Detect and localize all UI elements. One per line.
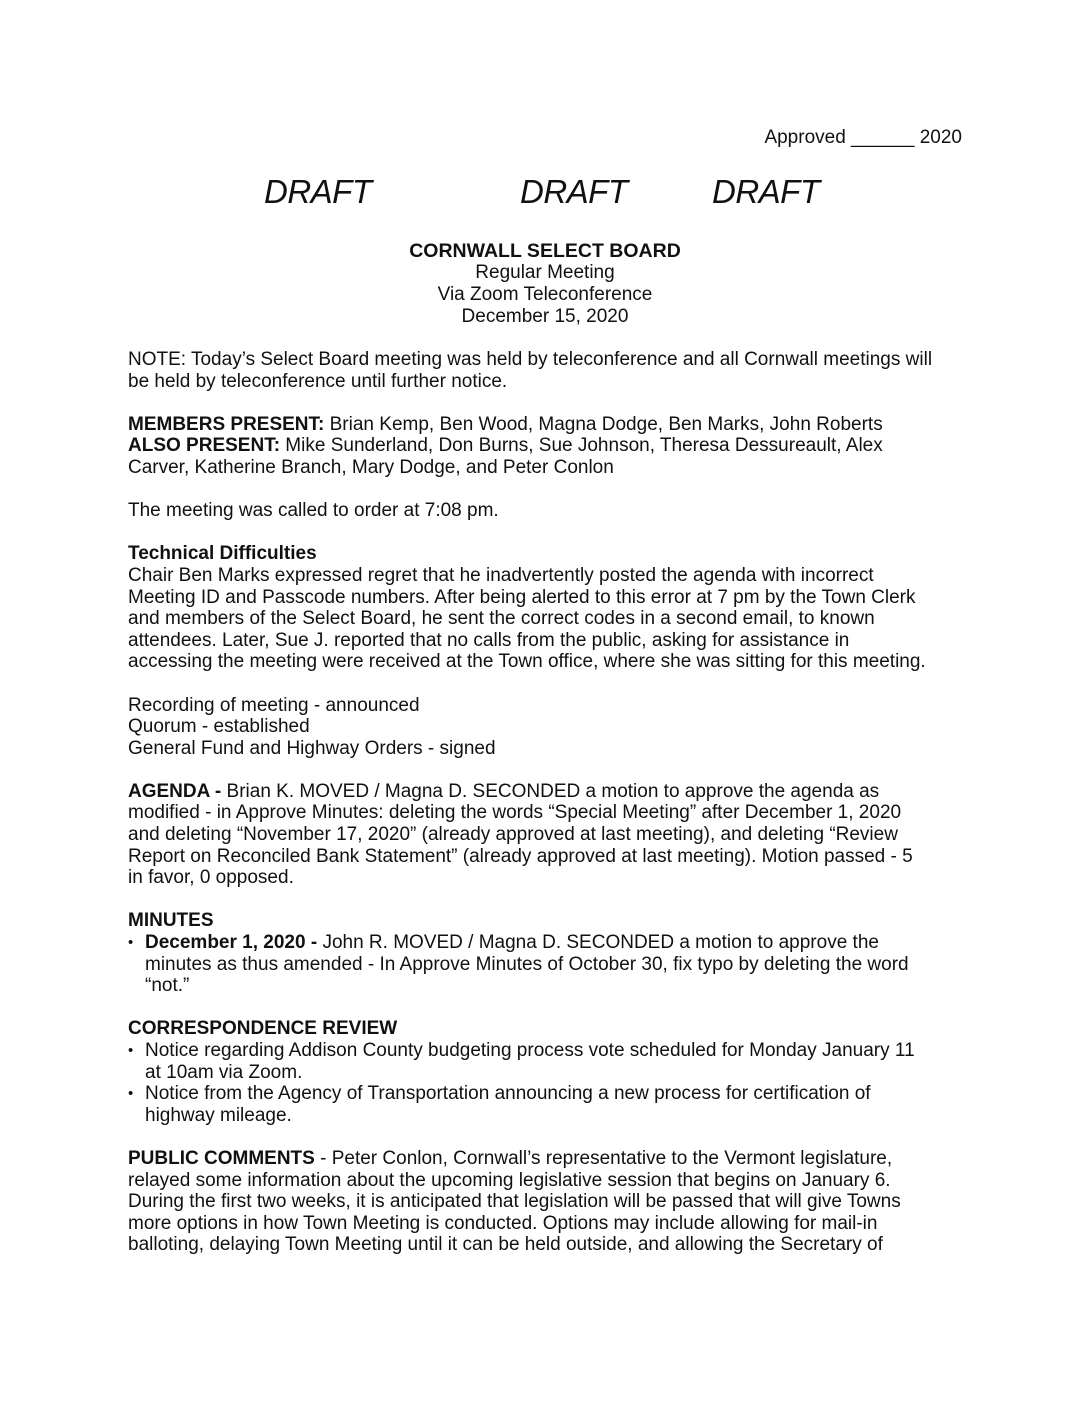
- paragraph-line: highway mileage.: [145, 1104, 292, 1126]
- paragraph-line: and deleting “November 17, 2020” (already approved at last meeting), and deleting “Review: [128, 824, 898, 846]
- also-present-label: ALSO PRESENT:: [128, 435, 281, 457]
- minutes-section: [128, 910, 962, 996]
- paragraph-line: Notice regarding Addison County budgeting process vote scheduled for Monday January 11: [145, 1040, 915, 1061]
- technical-difficulties-section: [128, 543, 962, 673]
- members-present-label: MEMBERS PRESENT:: [128, 413, 325, 435]
- paragraph-line: [145, 932, 962, 954]
- paragraph-line: [128, 781, 962, 803]
- paragraph-line: attendees. Later, Sue J. reported that no calls from the public, asking for assistance in: [128, 629, 850, 651]
- minutes-item-text: John R. MOVED / Magna D. SECONDED a motion to approve the: [317, 932, 879, 954]
- paragraph-line: Report on Reconciled Bank Statement” (already approved at last meeting). Motion passed - 5: [128, 845, 913, 867]
- bullet-icon: •: [128, 1042, 134, 1059]
- section-heading: Technical Difficulties: [128, 543, 317, 565]
- list-item: [128, 1040, 962, 1083]
- paragraph-line: accessing the meeting were received at the Town office, where she was sitting for this meeting.: [128, 651, 926, 673]
- paragraph-line: During the first two weeks, it is anticipated that legislation will be passed that will give Towns: [128, 1191, 901, 1213]
- also-present-line: Carver, Katherine Branch, Mary Dodge, and Peter Conlon: [128, 456, 614, 478]
- note-line: be held by teleconference until further notice.: [128, 370, 508, 392]
- members-present-text: Brian Kemp, Ben Wood, Magna Dodge, Ben Marks, John Roberts: [324, 413, 883, 435]
- paragraph-line: Meeting ID and Passcode numbers. After being alerted to this error at 7 pm by the Town Clerk: [128, 586, 916, 608]
- paragraph-line: balloting, delaying Town Meeting until it can be held outside, and allowing the Secretary of: [128, 1234, 883, 1256]
- call-to-order: The meeting was called to order at 7:08 pm.: [128, 500, 499, 522]
- paragraph-line: “not.”: [145, 975, 190, 997]
- paragraph-line: relayed some information about the upcoming legislative session that begins on January 6.: [128, 1169, 891, 1191]
- note-line: NOTE: Today’s Select Board meeting was held by teleconference and all Cornwall meetings will: [128, 349, 933, 370]
- list-item: [128, 932, 962, 997]
- meeting-type: Regular Meeting: [475, 262, 615, 283]
- correspondence-section: [128, 1018, 962, 1126]
- correspondence-list: [128, 1040, 962, 1126]
- note-paragraph: [128, 349, 962, 392]
- procedural-item: Quorum - established: [128, 716, 310, 738]
- minutes-list: [128, 932, 962, 997]
- also-present-text: Mike Sunderland, Don Burns, Sue Johnson, Theresa Dessureault, Alex: [280, 435, 883, 457]
- attendance-section: [128, 414, 962, 479]
- procedural-item: Recording of meeting - announced: [128, 694, 420, 716]
- paragraph-line: minutes as thus amended - In Approve Minutes of October 30, fix typo by deleting the word: [145, 953, 909, 975]
- public-comments-label: PUBLIC COMMENTS: [128, 1147, 315, 1169]
- procedural-item: General Fund and Highway Orders - signed: [128, 737, 496, 759]
- document-header: [128, 240, 962, 328]
- paragraph-line: and members of the Select Board, he sent the correct codes in a second email, to known: [128, 608, 875, 630]
- agenda-label: AGENDA -: [128, 780, 222, 802]
- section-heading: CORRESPONDENCE REVIEW: [128, 1018, 398, 1040]
- draft-watermark-1: DRAFT: [264, 173, 372, 210]
- paragraph-line: in favor, 0 opposed.: [128, 867, 294, 889]
- agenda-section: [128, 781, 962, 889]
- public-comments-section: [128, 1148, 962, 1256]
- paragraph-line: Chair Ben Marks expressed regret that he inadvertently posted the agenda with incorrect: [128, 564, 874, 586]
- public-comments-text: - Peter Conlon, Cornwall’s representative to the Vermont legislature,: [314, 1147, 893, 1169]
- meeting-venue: Via Zoom Teleconference: [437, 284, 653, 305]
- agenda-text: Brian K. MOVED / Magna D. SECONDED a motion to approve the agenda as: [221, 780, 880, 802]
- draft-watermark-3: DRAFT: [712, 173, 820, 210]
- list-item: [128, 1083, 962, 1126]
- minutes-item-label: December 1, 2020 -: [145, 932, 318, 954]
- bullet-icon: •: [128, 934, 134, 952]
- document-page: [128, 0, 962, 1408]
- also-present-line: [128, 435, 962, 457]
- draft-watermark-2: DRAFT: [520, 173, 628, 210]
- organization-title: CORNWALL SELECT BOARD: [409, 240, 681, 262]
- paragraph-line: modified - in Approve Minutes: deleting the words “Special Meeting” after December 1, 2020: [128, 802, 902, 824]
- meeting-date: December 15, 2020: [461, 306, 629, 327]
- paragraph-line: [128, 1148, 962, 1170]
- paragraph-line: Notice from the Agency of Transportation announcing a new process for certification of: [145, 1083, 871, 1105]
- paragraph-line: more options in how Town Meeting is conducted. Options may include allowing for mail-in: [128, 1212, 878, 1234]
- approval-line: Approved ______ 2020: [764, 127, 962, 148]
- bullet-icon: •: [128, 1085, 134, 1103]
- paragraph-line: at 10am via Zoom.: [145, 1061, 303, 1083]
- members-present-line: [128, 414, 962, 436]
- procedural-items: [128, 695, 962, 760]
- minutes-body: [128, 349, 962, 1256]
- section-heading: MINUTES: [128, 910, 214, 932]
